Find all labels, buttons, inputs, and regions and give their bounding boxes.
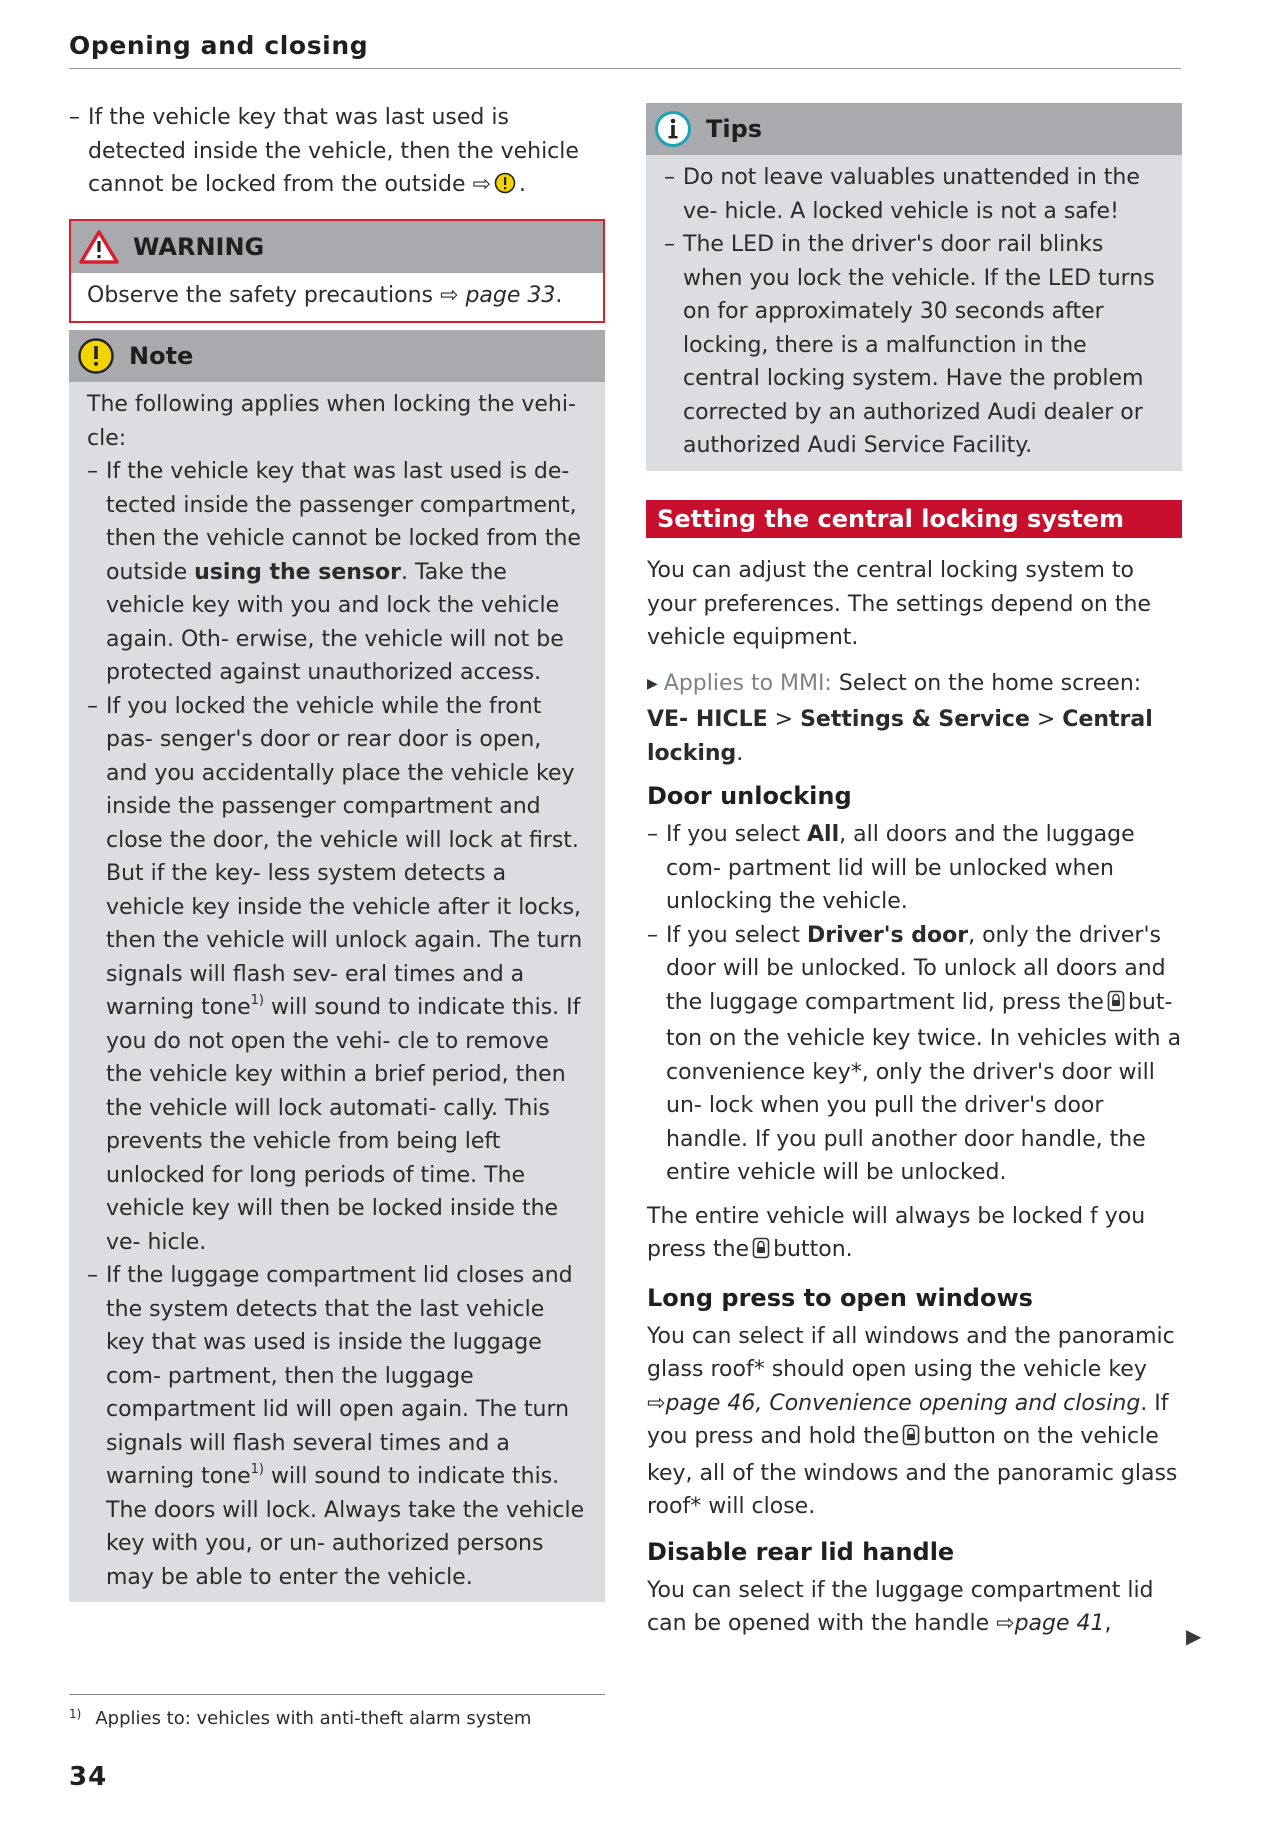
page-header xyxy=(69,28,1181,69)
right-content xyxy=(647,554,1182,1641)
door-unlocking-after xyxy=(647,1200,1182,1270)
applies-label: Applies to MMI: xyxy=(663,670,832,696)
warning-body xyxy=(71,273,603,321)
tips-item-1 xyxy=(664,161,1164,228)
applies-text: Select on the home screen: xyxy=(831,670,1142,696)
note-item-2 xyxy=(87,690,587,1260)
warning-page-link[interactable]: page 33 xyxy=(465,283,556,308)
door-after-text-b: button. xyxy=(773,1237,853,1262)
door-item-2-text-a: If you select xyxy=(666,922,808,948)
left-intro xyxy=(69,101,605,205)
dash-mark: – xyxy=(87,459,98,484)
note-item-2-text-b: will sound to indicate this. If you do not open the vehi- cle to remove the vehicle key within a brief period, then the vehicle will lock automati- cally. This prevents the vehicle from being left unlocked for long periods of time. The vehicle key will then be locked inside the ve- hicle. xyxy=(106,995,581,1255)
intro-text: If the vehicle key that was last used is detected inside the vehicle, then the vehicle cannot be locked from the outside ⇨ xyxy=(88,105,579,197)
note-box xyxy=(69,330,605,1602)
dash-mark: – xyxy=(69,105,80,130)
long-press-text xyxy=(647,1320,1182,1524)
dash-mark: – xyxy=(647,822,658,847)
footnote-divider xyxy=(69,1694,605,1695)
rear-lid-text-b: , xyxy=(1104,1611,1112,1636)
warning-triangle-icon xyxy=(79,230,119,264)
tips-box xyxy=(646,103,1182,471)
rear-lid-text xyxy=(647,1574,1182,1641)
menu-path-settings: Settings & Service xyxy=(800,707,1030,732)
door-unlocking-item-1 xyxy=(647,818,1182,919)
applies-end: . xyxy=(736,740,744,766)
door-item-2-bold: Driver's door xyxy=(807,922,969,948)
intro-end: . xyxy=(518,172,526,197)
warning-title: WARNING xyxy=(133,233,265,261)
dash-mark: – xyxy=(664,165,675,190)
door-unlocking-heading: Door unlocking xyxy=(647,782,852,810)
tips-title: Tips xyxy=(706,115,763,143)
rear-lid-heading: Disable rear lid handle xyxy=(647,1537,955,1566)
note-item-1-bold: using the sensor xyxy=(194,559,401,585)
warning-text xyxy=(87,279,587,313)
door-unlocking-item-2 xyxy=(647,919,1182,1190)
note-small-icon xyxy=(494,171,516,205)
warning-text-pre: Observe the safety precautions ⇨ xyxy=(87,283,459,308)
door-item-1-text-b: , all doors and the luggage com- partment lid will be unlocked when unlocking the vehicle. xyxy=(666,822,1135,914)
door-item-2-text-c: but- ton on the vehicle key twice. In vehicles with a convenience key*, only the driver's door will un- lock when you pull the driver's door handle. If you pull another door handle, the entire vehicle will be unlocked. xyxy=(666,989,1182,1185)
menu-separator: > xyxy=(767,707,801,732)
intro-dash-item xyxy=(69,101,605,205)
footnote-ref: 1) xyxy=(250,992,264,1008)
menu-separator: > xyxy=(1029,707,1063,732)
rear-lid-page-link[interactable]: page 41 xyxy=(1014,1611,1105,1636)
dash-mark: – xyxy=(87,1263,98,1288)
exclamation-circle-icon xyxy=(77,337,115,375)
menu-path-vehicle: VE- HICLE xyxy=(647,707,768,732)
triangle-bullet-icon: ▶ xyxy=(647,675,658,692)
footnote-mark: 1) xyxy=(69,1707,82,1721)
long-press-heading: Long press to open windows xyxy=(647,1283,1033,1312)
door-item-1-bold: All xyxy=(807,822,840,847)
note-item-3-text-b: will sound to indicate this. The doors will lock. Always take the vehicle key with you, or un- authorized persons may be able to enter the vehicle. xyxy=(106,1464,585,1590)
continue-arrow-icon: ▶ xyxy=(1186,1624,1202,1648)
footnote xyxy=(69,1708,531,1729)
tips-header xyxy=(646,103,1182,155)
convenience-page-link[interactable]: page 46, Convenience opening and closing xyxy=(665,1390,1141,1416)
note-item-2-text-a: If you locked the vehicle while the front pas- senger's door or rear door is open, and you accidentally place the vehicle key inside the passenger compartment and close the door, the vehicle will lock at first. But if the key- less system detects a vehicle key inside the vehicle after it locks, then the vehicle will unlock again. The turn signals will flash sev- eral times and a warning tone xyxy=(106,693,583,1020)
section-title: Setting the central locking system xyxy=(657,505,1124,533)
dash-mark: – xyxy=(664,232,675,257)
door-item-2-text-b: , only the driver's door will be unlocked. To unlock all doors and the luggage compartment lid, press the xyxy=(666,922,1166,1015)
info-icon xyxy=(654,110,692,148)
applies-to-mmi xyxy=(647,667,1182,771)
note-intro: The following applies when locking the vehi- cle: xyxy=(87,392,576,451)
note-item-3 xyxy=(87,1259,587,1594)
tips-body xyxy=(646,155,1182,471)
long-press-text-b: . If you press and hold the xyxy=(647,1390,1169,1449)
lock-key-icon xyxy=(902,1423,920,1457)
menu-path-central-locking: Central locking xyxy=(647,707,1153,766)
section-title-bar xyxy=(646,500,1182,538)
dash-mark: – xyxy=(87,693,98,719)
lock-key-icon xyxy=(752,1236,770,1270)
note-title: Note xyxy=(129,342,194,370)
rear-lid-text-a: You can select if the luggage compartment lid can be opened with the handle ⇨ xyxy=(647,1577,1154,1636)
note-item-3-text-a: If the luggage compartment lid closes and the system detects that the last vehicle key that was used is inside the luggage com- partment, then the luggage compartment lid will open again. The turn signals will flash several times and a warning tone xyxy=(106,1263,573,1489)
footnote-ref: 1) xyxy=(250,1461,264,1477)
warning-box xyxy=(69,219,605,323)
footnote-text: Applies to: vehicles with anti-theft alarm system xyxy=(95,1708,532,1729)
section-intro: You can adjust the central locking system to your preferences. The settings depend on the vehicle equipment. xyxy=(647,558,1151,650)
warning-text-post: . xyxy=(555,283,563,308)
door-item-1-text-a: If you select xyxy=(666,822,808,847)
note-item-1-text-b: . Take the vehicle key with you and lock the vehicle again. Oth- erwise, the vehicle will not be protected against unauthorized access. xyxy=(106,559,564,685)
long-press-text-c: button on the vehicle key, all of the windows and the panoramic glass roof* will close. xyxy=(647,1424,1178,1519)
tips-item-1-text: Do not leave valuables unattended in the ve- hicle. A locked vehicle is not a safe! xyxy=(683,165,1140,224)
page-title: Opening and closing xyxy=(69,31,369,60)
tips-item-2-text: The LED in the driver's door rail blinks when you lock the vehicle. If the LED turns on for approximately 30 seconds after locking, there is a malfunction in the central locking system. Have the problem corrected by an authorized Audi dealer or authorized Audi Service Facility. xyxy=(683,232,1155,458)
note-header xyxy=(69,330,605,382)
long-press-text-a: You can select if all windows and the panoramic glass roof* should open using the vehicle key ⇨ xyxy=(647,1323,1175,1416)
note-body xyxy=(69,382,605,1602)
warning-header xyxy=(71,221,603,273)
tips-item-2 xyxy=(664,228,1164,463)
note-item-1-text-a: If the vehicle key that was last used is de- tected inside the passenger compartment, then the vehicle cannot be locked from the outside xyxy=(106,459,581,585)
note-item-1 xyxy=(87,455,587,690)
door-after-text-a: The entire vehicle will always be locked f you press the xyxy=(647,1203,1146,1262)
dash-mark: – xyxy=(647,922,658,948)
page-number: 34 xyxy=(69,1762,108,1792)
lock-key-icon xyxy=(1107,989,1125,1023)
